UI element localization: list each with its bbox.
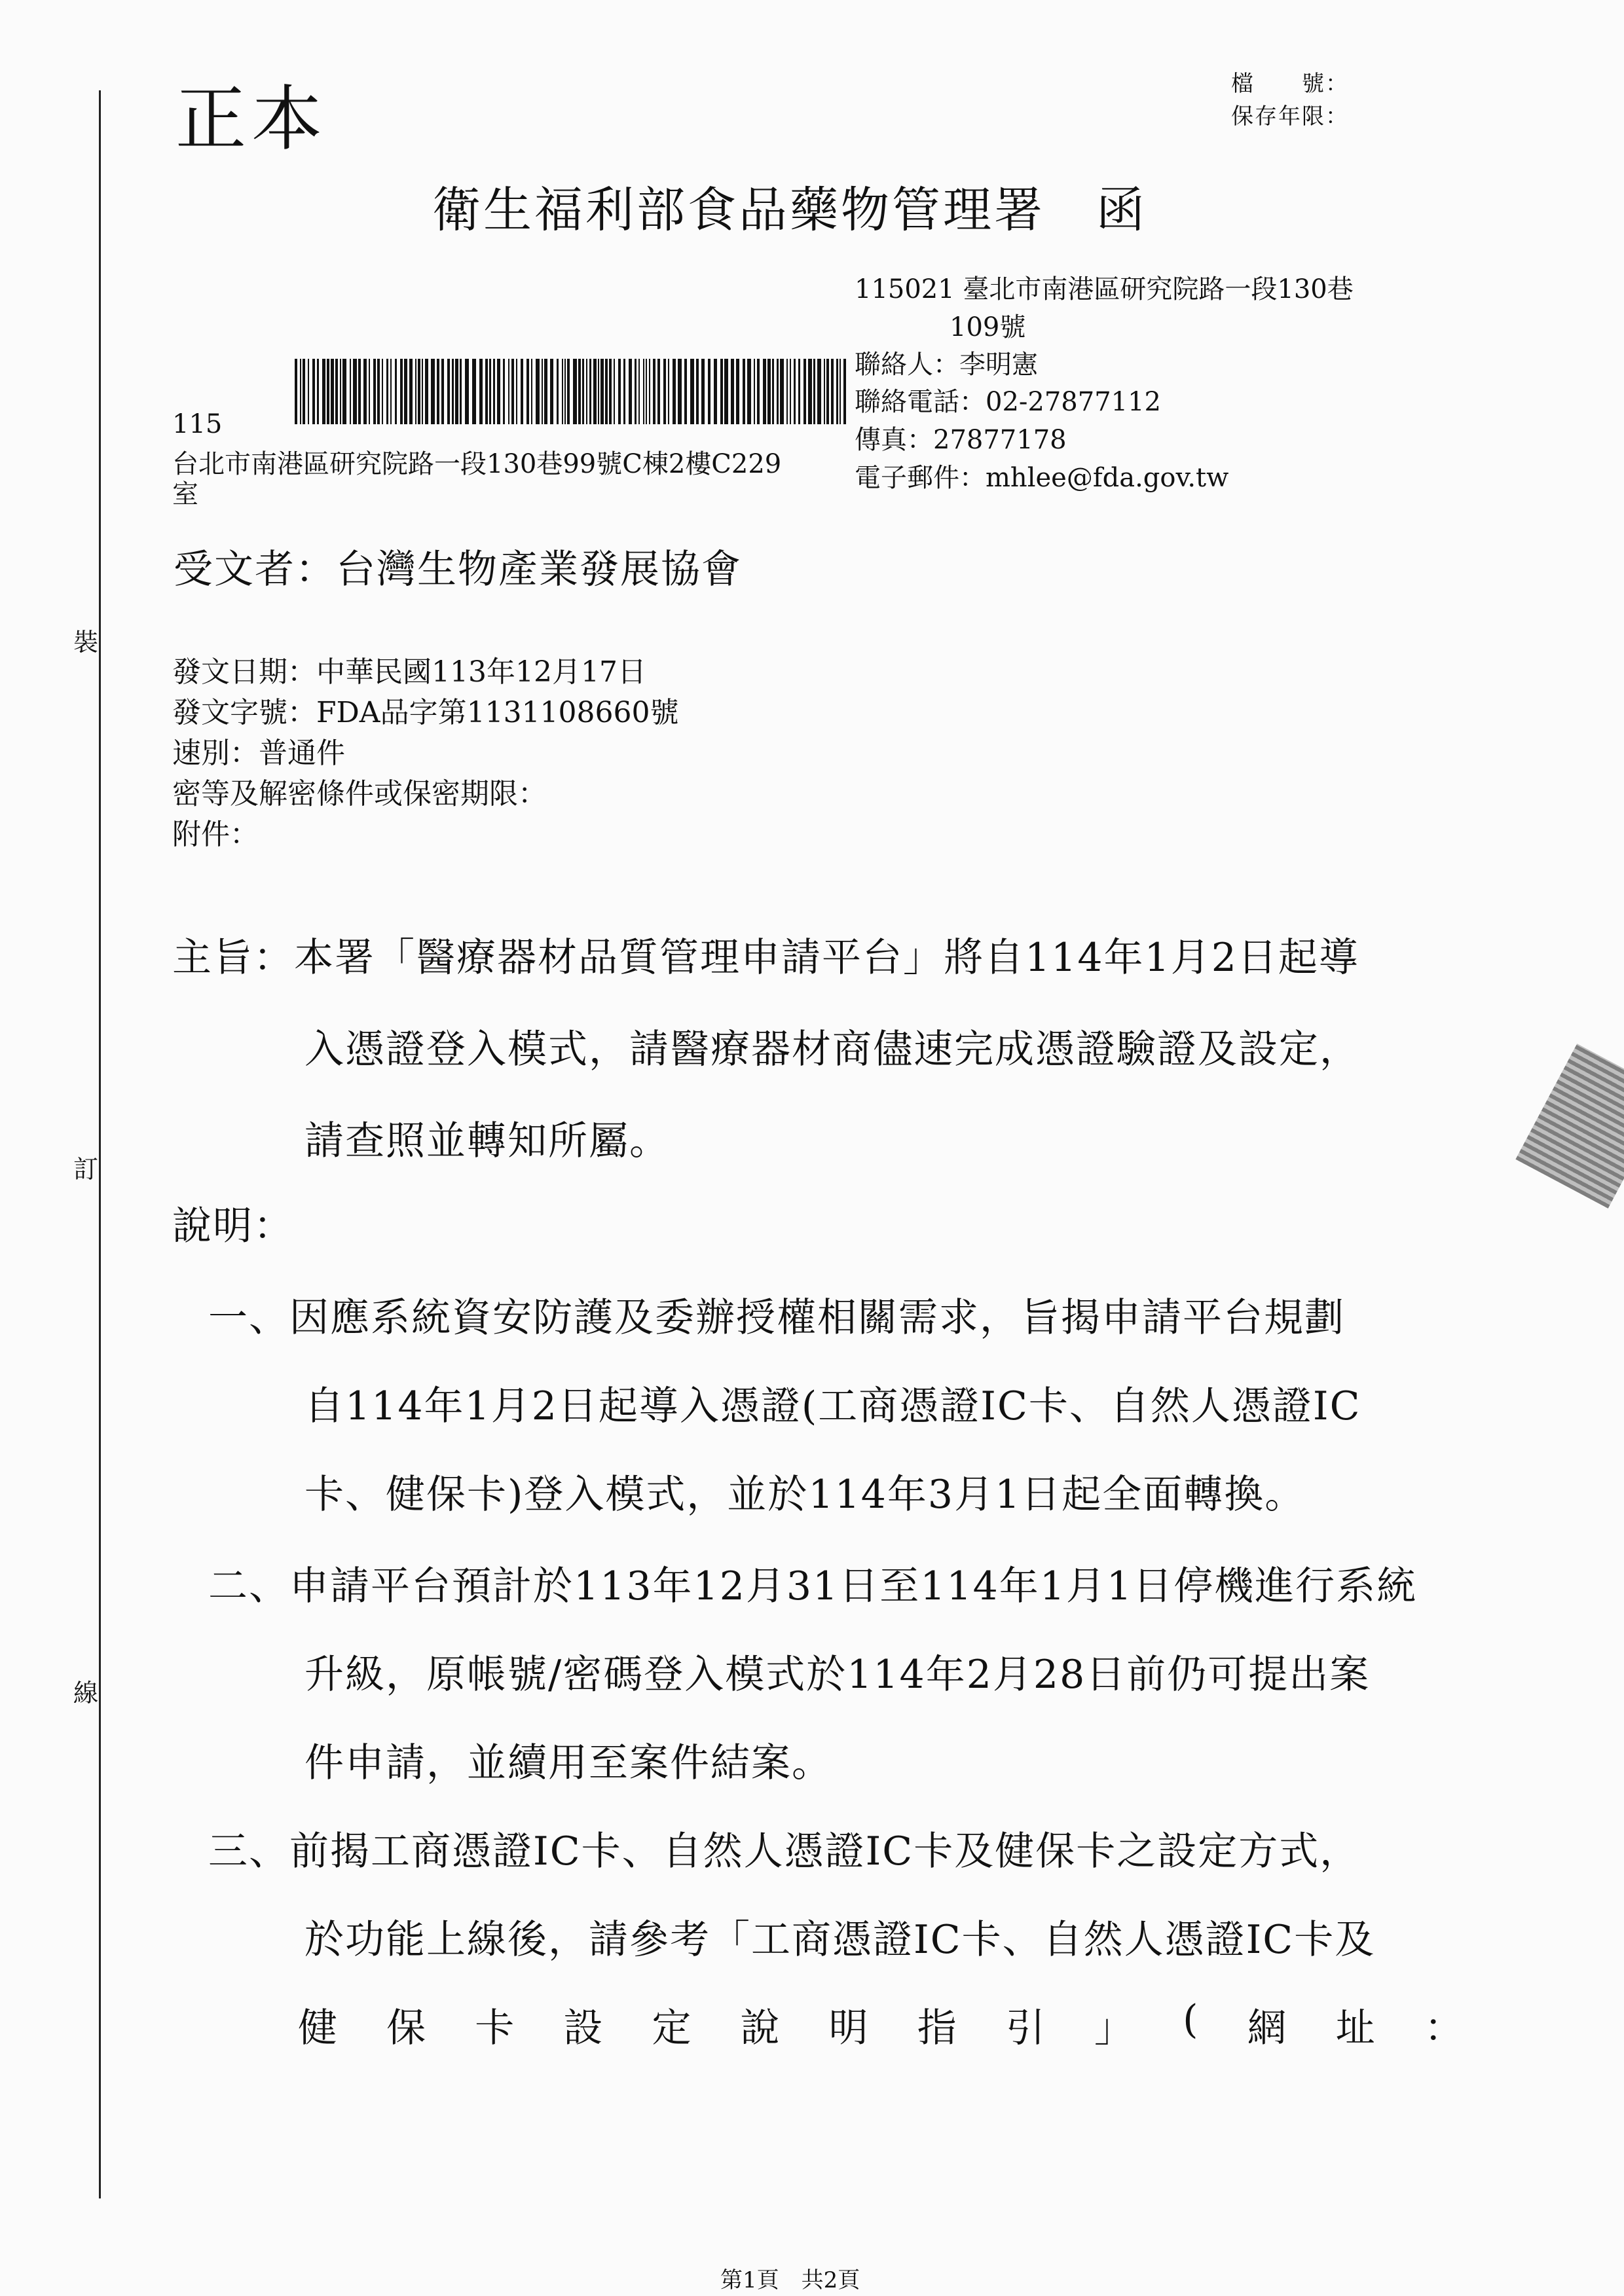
issue-date: 發文日期：中華民國113年12月17日 [172, 655, 646, 689]
barcode-bar [743, 359, 745, 424]
barcode-bar [358, 359, 361, 424]
attachments: 附件： [172, 818, 259, 851]
barcode-bar [582, 359, 584, 424]
barcode-bar [794, 359, 796, 424]
barcode-bar [400, 359, 403, 424]
barcode-bar [684, 359, 687, 424]
barcode-bar [578, 359, 581, 424]
document-number: 發文字號：FDA品字第1131108660號 [172, 696, 679, 729]
barcode-bar [701, 359, 705, 424]
barcode-bar [531, 359, 532, 424]
justified-char: 健 [298, 2005, 337, 2051]
barcode-bar [493, 359, 495, 424]
barcode-bar [415, 359, 416, 424]
barcode-bar [708, 359, 710, 424]
barcode-bar [798, 359, 800, 424]
barcode-bar [638, 359, 640, 424]
barcode-bar [489, 359, 491, 424]
barcode-bar [340, 359, 341, 424]
barcode-bar [300, 359, 301, 424]
barcode-bar [600, 359, 604, 424]
barcode-bar [567, 359, 570, 424]
barcode-bar [550, 359, 553, 424]
barcode-bar [437, 359, 439, 424]
barcode-bar [678, 359, 682, 424]
barcode-bar [544, 359, 547, 424]
barcode-bar [353, 359, 357, 424]
barcode-image [295, 359, 850, 424]
item-one-line1: 一、因應系統資安防護及委辦授權相關需求，旨揭申請平台規劃 [208, 1295, 1345, 1341]
justified-char: ： [1424, 2005, 1464, 2051]
barcode-bar [831, 359, 834, 424]
barcode-bar [673, 359, 676, 424]
barcode-bar [562, 359, 563, 424]
barcode-bar [508, 359, 509, 424]
seal-stamp-fragment [1515, 1044, 1624, 1209]
barcode-bar [322, 359, 325, 424]
barcode-bar [593, 359, 597, 424]
barcode-bar [767, 359, 771, 424]
justified-char: 說 [740, 2005, 780, 2051]
barcode-bar [441, 359, 444, 424]
barcode-bar [542, 359, 543, 424]
barcode-bar [390, 359, 392, 424]
secrecy-level: 密等及解密條件或保密期限： [172, 777, 547, 811]
barcode-bar [409, 359, 413, 424]
item-three-line3 [298, 1997, 1464, 2053]
barcode-bar [350, 359, 351, 424]
barcode-bar [447, 359, 450, 424]
barcode-bar [497, 359, 500, 424]
barcode-bar [536, 359, 540, 424]
retention-period-label: 保存年限： [1231, 103, 1349, 130]
barcode-bar [418, 359, 420, 424]
barcode-bar [452, 359, 454, 424]
barcode-bar [605, 359, 608, 424]
barcode-bar [455, 359, 458, 424]
barcode-bar [503, 359, 505, 424]
item-two-line3: 件申請，並續用至案件結案。 [304, 1740, 832, 1786]
barcode-bar [646, 359, 647, 424]
barcode-bar [431, 359, 435, 424]
barcode-bar [813, 359, 815, 424]
barcode-bar [422, 359, 423, 424]
barcode-bar [840, 359, 841, 424]
barcode-bar [573, 359, 577, 424]
item-one-line3: 卡、健保卡)登入模式，並於114年3月1日起全面轉換。 [304, 1472, 1306, 1518]
item-three-line1: 三、前揭工商憑證IC卡、自然人憑證IC卡及健保卡之設定方式， [208, 1829, 1361, 1874]
subject-line2: 入憑證登入模式，請醫療器材商儘速完成憑證驗證及設定， [304, 1027, 1360, 1072]
barcode-bar [649, 359, 650, 424]
barcode-bar [836, 359, 838, 424]
barcode-bar [516, 359, 517, 424]
barcode-bar [724, 359, 728, 424]
barcode-bar [731, 359, 734, 424]
barcode-bar [720, 359, 723, 424]
barcode-bar [777, 359, 779, 424]
barcode-bar [479, 359, 483, 424]
barcode-bar [614, 359, 615, 424]
barcode-bar [803, 359, 806, 424]
justified-char: 址 [1335, 2005, 1375, 2051]
barcode-bar [808, 359, 812, 424]
archive-number-label: 檔 號： [1231, 71, 1349, 97]
barcode-bar [657, 359, 660, 424]
item-one-line2: 自114年1月2日起導入憑證(工商憑證IC卡、自然人憑證IC [304, 1383, 1361, 1429]
barcode-bar [586, 359, 587, 424]
barcode-bar [521, 359, 523, 424]
barcode-bar [526, 359, 529, 424]
barcode-bar [317, 359, 319, 424]
barcode-bar [824, 359, 825, 424]
barcode-bar [377, 359, 380, 424]
barcode-bar [736, 359, 739, 424]
barcode-bar [511, 359, 514, 424]
item-three-line2: 於功能上線後，請參考「工商憑證IC卡、自然人憑證IC卡及 [304, 1917, 1376, 1963]
barcode-bar [589, 359, 591, 424]
barcode-bar [623, 359, 625, 424]
binding-mark-ding: 訂 [73, 1155, 99, 1184]
barcode-bar [308, 359, 309, 424]
sender-email: 電子郵件：mhlee@fda.gov.tw [855, 463, 1229, 493]
item-two-line1: 二、申請平台預計於113年12月31日至114年1月1日停機進行系統 [208, 1563, 1418, 1609]
barcode-bar [382, 359, 383, 424]
binding-line [99, 90, 101, 2198]
barcode-bar [754, 359, 755, 424]
justified-char: 引 [1005, 2005, 1045, 2051]
sender-address-line1: 115021 臺北市南港區研究院路一段130巷 [855, 274, 1354, 304]
subject-line1: 主旨：本署「醫療器材品質管理申請平台」將自114年1月2日起導 [172, 935, 1359, 981]
justified-char: 網 [1247, 2005, 1287, 2051]
barcode-bar [757, 359, 760, 424]
original-copy-mark: 正本 [175, 79, 328, 160]
barcode-bar [618, 359, 621, 424]
barcode-bar [485, 359, 488, 424]
recipient-address-line1: 台北市南港區研究院路一段130巷99號C棟2樓C229 [172, 449, 782, 479]
barcode-bar [629, 359, 632, 424]
barcode-bar [663, 359, 666, 424]
barcode-bar [369, 359, 370, 424]
barcode-bar [557, 359, 559, 424]
barcode-bar [635, 359, 637, 424]
binding-mark-xian: 線 [73, 1679, 99, 1707]
barcode-bar [826, 359, 829, 424]
barcode-bar [335, 359, 338, 424]
sender-address-line2: 109號 [950, 312, 1026, 342]
sender-contact: 聯絡人：李明憲 [855, 350, 1038, 380]
barcode-bar [780, 359, 784, 424]
barcode-bar [747, 359, 751, 424]
delivery-speed: 速別：普通件 [172, 737, 345, 770]
barcode-bar [643, 359, 644, 424]
binding-mark-zhuang: 裝 [73, 628, 99, 657]
explanation-label: 說明： [172, 1203, 294, 1249]
barcode-bar [653, 359, 655, 424]
barcode-bar [460, 359, 462, 424]
barcode-bar [598, 359, 599, 424]
justified-char: 定 [652, 2005, 692, 2051]
barcode-bar [772, 359, 774, 424]
recipient-postcode: 115 [172, 409, 223, 439]
justified-char: 指 [917, 2005, 957, 2051]
recipient-address-line2: 室 [172, 479, 198, 509]
barcode-bar [327, 359, 329, 424]
barcode-bar [331, 359, 334, 424]
sender-phone: 聯絡電話：02-27877112 [855, 387, 1162, 417]
barcode-bar [295, 359, 297, 424]
barcode-bar [465, 359, 469, 424]
subject-line3: 請查照並轉知所屬。 [304, 1118, 670, 1164]
barcode-bar [564, 359, 566, 424]
justified-char: 卡 [475, 2005, 515, 2051]
barcode-bar [404, 359, 407, 424]
barcode-bar [817, 359, 821, 424]
recipient-line: 受文者：台灣生物產業發展協會 [174, 547, 742, 592]
justified-char: 明 [828, 2005, 868, 2051]
barcode-bar [790, 359, 791, 424]
barcode-bar [395, 359, 397, 424]
item-two-line2: 升級，原帳號/密碼登入模式於114年2月28日前仍可提出案 [304, 1652, 1371, 1698]
justified-char: 設 [563, 2005, 603, 2051]
document-title: 衛生福利部食品藥物管理署 函 [432, 182, 1147, 238]
sender-fax: 傳真：27877178 [855, 425, 1067, 455]
barcode-bar [843, 359, 846, 424]
justified-char: ( [1183, 1997, 1198, 2043]
barcode-bar [363, 359, 367, 424]
justified-char: 」 [1094, 2005, 1134, 2051]
barcode-bar [425, 359, 428, 424]
barcode-bar [373, 359, 376, 424]
barcode-bar [609, 359, 612, 424]
barcode-bar [342, 359, 346, 424]
barcode-bar [714, 359, 717, 424]
barcode-bar [312, 359, 315, 424]
barcode-bar [696, 359, 699, 424]
barcode-bar [386, 359, 388, 424]
barcode-bar [690, 359, 694, 424]
barcode-bar [786, 359, 788, 424]
barcode-bar [763, 359, 766, 424]
barcode-bar [472, 359, 476, 424]
page-footer: 第1頁 共2頁 [720, 2267, 860, 2293]
barcode-bar [668, 359, 669, 424]
barcode-bar [303, 359, 305, 424]
justified-char: 保 [386, 2005, 426, 2051]
